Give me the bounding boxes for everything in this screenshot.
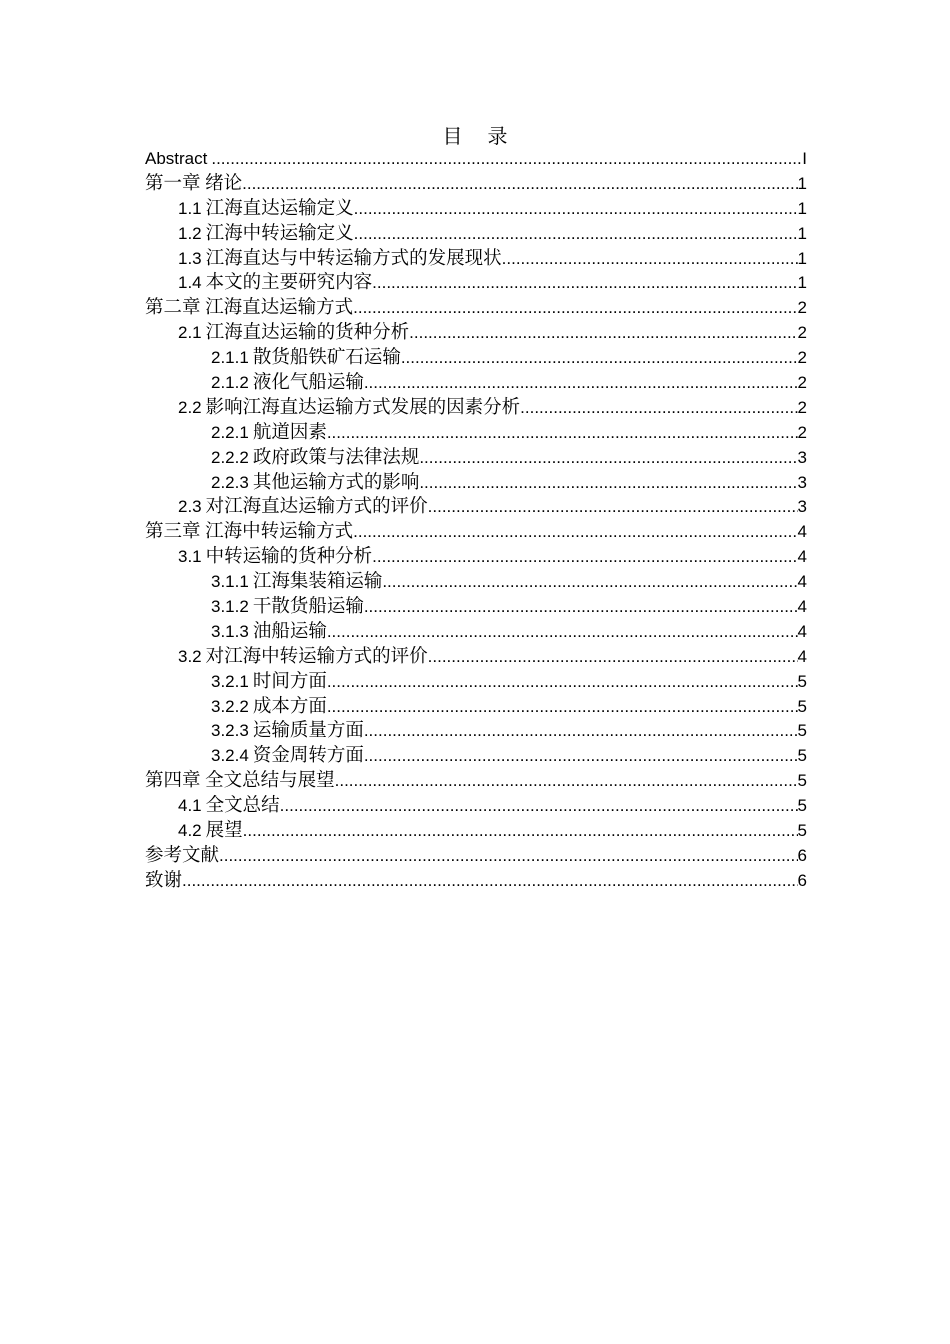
toc-dot-leader	[419, 471, 797, 496]
toc-entry[interactable]	[145, 446, 807, 471]
toc-dot-leader	[327, 695, 798, 720]
toc-page-number: 4	[797, 621, 807, 641]
toc-entry-number: 1.1	[178, 198, 202, 218]
toc-page-number: 4	[797, 646, 807, 666]
toc-entry[interactable]	[145, 645, 807, 670]
toc-entry-number: 4.1	[178, 796, 202, 816]
toc-entry-label: 影响江海直达运输方式发展的因素分析	[205, 397, 521, 418]
toc-page-number: 2	[797, 373, 807, 393]
toc-page-number: 6	[797, 870, 807, 890]
toc-entry-number: 2.3	[178, 497, 202, 517]
toc-entry-label: 干散货船运输	[252, 597, 364, 618]
toc-dot-leader	[364, 744, 798, 769]
toc-page-number: 4	[797, 522, 807, 542]
toc-page-number: 2	[797, 348, 807, 368]
toc-entry-text	[211, 446, 419, 471]
toc-entry-text	[178, 819, 243, 844]
toc-entry-label: 全文总结	[205, 796, 280, 817]
toc-entry-number: 3.1.1	[211, 572, 249, 592]
toc-entry-text	[178, 222, 354, 247]
toc-entry-label: 对江海中转运输方式的评价	[205, 646, 428, 667]
toc-page-number: 6	[797, 845, 807, 865]
toc-title: 目 录	[442, 126, 518, 148]
toc-dot-leader	[280, 794, 798, 819]
toc-entry-text	[211, 695, 327, 720]
toc-entry-label: 第四章 全文总结与展望	[145, 771, 335, 792]
toc-entry-number: 3.2.4	[211, 746, 249, 766]
toc-dot-leader	[354, 197, 798, 222]
toc-entry[interactable]	[145, 719, 807, 744]
toc-dot-leader	[372, 545, 797, 570]
toc-entry-text	[178, 321, 409, 346]
toc-entry-label: 中转运输的货种分析	[205, 547, 373, 568]
toc-page-number: 3	[797, 472, 807, 492]
toc-entry-text	[211, 620, 327, 645]
toc-entry-text	[211, 595, 364, 620]
toc-entry-number: 1.4	[178, 273, 202, 293]
toc-entry-number: 2.2.2	[211, 447, 249, 467]
toc-entry[interactable]	[145, 819, 807, 844]
toc-dot-leader	[242, 172, 797, 197]
toc-page-number: 3	[797, 497, 807, 517]
toc-entry-number: 1.2	[178, 223, 202, 243]
toc-page-number: 5	[797, 671, 807, 691]
toc-entry-text	[178, 495, 428, 520]
toc-entry-label: 散货船铁矿石运输	[252, 348, 401, 369]
toc-entry-label: 展望	[205, 821, 243, 842]
toc-entry[interactable]	[145, 421, 807, 446]
toc-entry-text	[211, 744, 364, 769]
toc-dot-leader	[243, 819, 798, 844]
toc-entry[interactable]	[145, 495, 807, 520]
toc-page-number: 1	[797, 273, 807, 293]
toc-entry-text	[211, 421, 327, 446]
toc-page-number: 1	[797, 248, 807, 268]
toc-entry-text	[178, 645, 428, 670]
toc-entry-number: 3.2.2	[211, 696, 249, 716]
toc-entry-text	[178, 794, 280, 819]
toc-dot-leader	[327, 620, 798, 645]
toc-entry-number: 3.1.3	[211, 621, 249, 641]
toc-entry-text	[211, 570, 382, 595]
toc-entry-label: 江海直达与中转运输方式的发展现状	[205, 248, 502, 269]
toc-page-number: 3	[797, 447, 807, 467]
toc-page-number: 1	[797, 223, 807, 243]
toc-entry[interactable]	[145, 222, 807, 247]
toc-entry-label: 成本方面	[252, 696, 327, 717]
toc-dot-leader	[353, 520, 797, 545]
toc-entry[interactable]	[145, 271, 807, 296]
toc-dot-leader	[327, 670, 798, 695]
toc-entry-label: 致谢	[145, 870, 183, 891]
toc-dot-leader	[502, 247, 798, 272]
toc-page-number: 5	[797, 721, 807, 741]
toc-entry-number: 3.2.3	[211, 721, 249, 741]
toc-entry-text	[178, 271, 372, 296]
toc-entry[interactable]	[145, 545, 807, 570]
toc-entry-label: 液化气船运输	[252, 373, 364, 394]
toc-page-number: 4	[797, 547, 807, 567]
toc-entry[interactable]	[145, 670, 807, 695]
toc-page-number: 2	[797, 422, 807, 442]
toc-page-number: 5	[797, 696, 807, 716]
toc-entry[interactable]	[145, 471, 807, 496]
toc-dot-leader	[364, 595, 798, 620]
toc-entry[interactable]	[145, 520, 807, 545]
toc-entry-label: 第一章 绪论	[145, 173, 243, 194]
toc-entry-number: 2.2.3	[211, 472, 249, 492]
toc-dot-leader	[401, 346, 798, 371]
toc-entry-label: 对江海直达运输方式的评价	[205, 497, 428, 518]
toc-dot-leader	[428, 495, 798, 520]
toc-page-number: 2	[797, 323, 807, 343]
toc-entry-label: 江海中转运输定义	[205, 223, 354, 244]
toc-entry-number: 3.2	[178, 646, 202, 666]
toc-entry-label: 政府政策与法律法规	[252, 447, 420, 468]
toc-entry[interactable]	[145, 869, 807, 894]
toc-entry-text	[178, 247, 502, 272]
toc-entry-number: 2.2.1	[211, 422, 249, 442]
toc-page-number: 4	[797, 572, 807, 592]
toc-entry[interactable]	[145, 371, 807, 396]
toc-entry[interactable]	[145, 147, 807, 172]
toc-entry-number: 2.2	[178, 397, 202, 417]
toc-entry-text	[145, 172, 242, 197]
toc-page-number: 1	[797, 198, 807, 218]
toc-entry-number: 2.1.1	[211, 348, 249, 368]
toc-entry-text	[145, 520, 353, 545]
toc-entry-number: 2.1	[178, 323, 202, 343]
toc-dot-leader	[335, 769, 798, 794]
toc-dot-leader	[382, 570, 797, 595]
toc-entry-text	[211, 346, 401, 371]
toc-entry-label: 运输质量方面	[252, 721, 364, 742]
toc-page-number: 4	[797, 597, 807, 617]
toc-entry[interactable]	[145, 396, 807, 421]
toc-entry[interactable]	[145, 695, 807, 720]
toc-entry-text	[145, 844, 219, 869]
toc-page-number: 5	[797, 821, 807, 841]
toc-dot-leader	[182, 869, 798, 894]
toc-entry-label: 航道因素	[252, 422, 327, 443]
toc-entry-text	[211, 670, 327, 695]
toc-entry[interactable]	[145, 844, 807, 869]
toc-entry-label: 江海集装箱运输	[252, 572, 383, 593]
toc-dot-leader	[520, 396, 797, 421]
toc-dot-leader	[211, 147, 802, 172]
toc-entry-label: 油船运输	[252, 621, 327, 642]
toc-entry[interactable]	[145, 296, 807, 321]
toc-entry[interactable]	[145, 570, 807, 595]
toc-entry-number: 3.1	[178, 547, 202, 567]
toc-entry-label: Abstract	[145, 149, 208, 168]
table-of-contents	[145, 147, 807, 894]
toc-entry-text	[211, 719, 364, 744]
toc-entry-label: 江海直达运输的货种分析	[205, 323, 410, 344]
toc-dot-leader	[354, 222, 798, 247]
toc-entry-text	[145, 147, 211, 172]
toc-entry-number: 3.1.2	[211, 597, 249, 617]
toc-entry-text	[178, 545, 372, 570]
toc-entry[interactable]	[145, 197, 807, 222]
toc-entry[interactable]	[145, 247, 807, 272]
toc-dot-leader	[364, 719, 798, 744]
toc-entry[interactable]	[145, 346, 807, 371]
toc-entry-number: 3.2.1	[211, 671, 249, 691]
toc-dot-leader	[219, 844, 798, 869]
toc-entry-number: 2.1.2	[211, 373, 249, 393]
toc-dot-leader	[409, 321, 797, 346]
toc-entry-label: 参考文献	[145, 845, 220, 866]
toc-entry-label: 第三章 江海中转运输方式	[145, 522, 354, 543]
toc-entry-text	[145, 769, 335, 794]
toc-page-number: I	[802, 149, 807, 168]
toc-page-number: 5	[797, 771, 807, 791]
toc-entry-label: 时间方面	[252, 671, 327, 692]
toc-dot-leader	[428, 645, 798, 670]
toc-page-number: 1	[797, 173, 807, 193]
toc-entry-number: 4.2	[178, 821, 202, 841]
toc-page-number: 2	[797, 397, 807, 417]
toc-dot-leader	[353, 296, 797, 321]
toc-entry-text	[178, 396, 520, 421]
toc-page-number: 2	[797, 298, 807, 318]
toc-entry-label: 第二章 江海直达运输方式	[145, 298, 354, 319]
toc-entry-text	[211, 471, 419, 496]
toc-entry[interactable]	[145, 172, 807, 197]
toc-entry-label: 资金周转方面	[252, 746, 364, 767]
toc-entry-text	[178, 197, 354, 222]
toc-dot-leader	[364, 371, 798, 396]
toc-entry-text	[145, 869, 182, 894]
toc-dot-leader	[419, 446, 797, 471]
toc-page-number: 5	[797, 796, 807, 816]
toc-entry-label: 其他运输方式的影响	[252, 472, 420, 493]
toc-entry[interactable]	[145, 595, 807, 620]
toc-entry-label: 本文的主要研究内容	[205, 273, 373, 294]
toc-entry-label: 江海直达运输定义	[205, 198, 354, 219]
toc-entry[interactable]	[145, 321, 807, 346]
toc-entry[interactable]	[145, 744, 807, 769]
toc-entry-text	[211, 371, 364, 396]
toc-page-number: 5	[797, 746, 807, 766]
toc-dot-leader	[327, 421, 798, 446]
toc-entry[interactable]	[145, 794, 807, 819]
toc-entry-text	[145, 296, 353, 321]
toc-dot-leader	[372, 271, 797, 296]
toc-entry-number: 1.3	[178, 248, 202, 268]
toc-entry[interactable]	[145, 620, 807, 645]
toc-entry[interactable]	[145, 769, 807, 794]
